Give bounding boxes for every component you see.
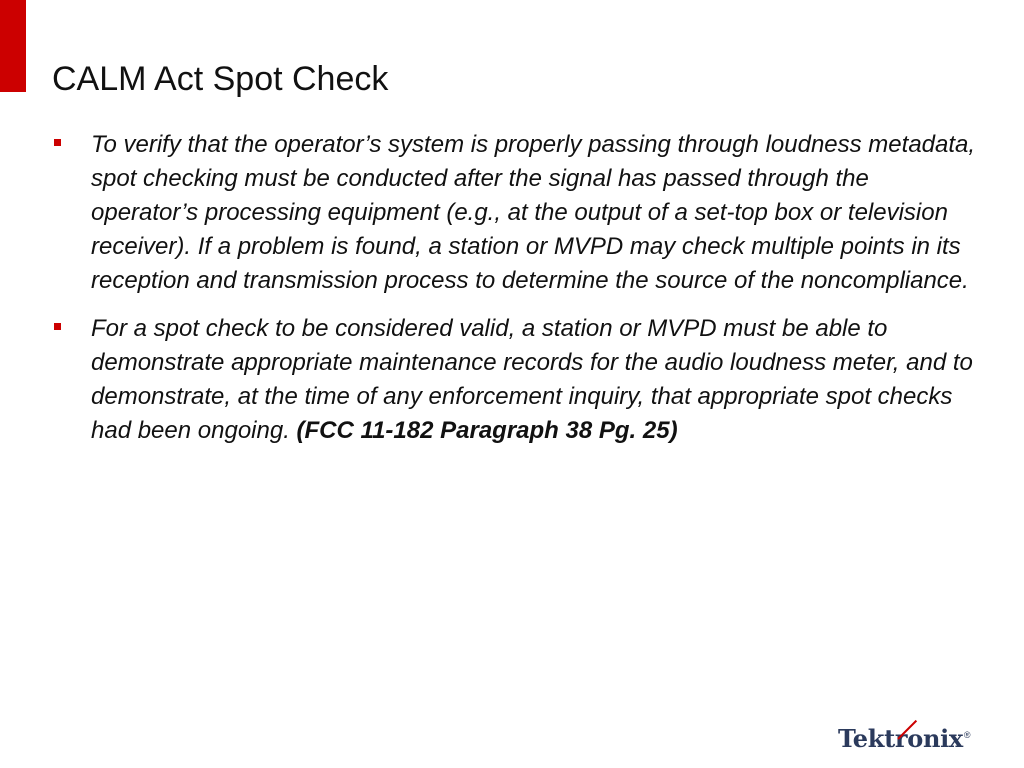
bullet-square-icon (54, 139, 61, 146)
bullet-text: To verify that the operator’s system is properly passing through loudness metadata, spot checking must be conducted after the signal has passed through the operator’s processing equipment (e.g., at the output of a set-top box or television receiver). If a problem is found, a station or MVPD may check multiple points in its reception and transmission process to determine the source of the noncompliance. (91, 131, 976, 294)
title-accent-bar (0, 0, 26, 92)
bullet-text: For a spot check to be considered valid, a station or MVPD must be able to demonstrate appropriate maintenance records for the audio loudness meter, and to demonstrate, at the time of any enforcement inquiry, that appropriate spot checks had been ongoing. (91, 315, 973, 444)
bullet-square-icon (54, 323, 61, 330)
bullet-item (52, 312, 982, 448)
slide-title: CALM Act Spot Check (52, 60, 389, 98)
logo-wordmark: Tektronix (838, 724, 963, 753)
bullet-citation: (FCC 11-182 Paragraph 38 Pg. 25) (296, 417, 678, 444)
registered-mark: ® (963, 730, 971, 740)
tektronix-logo (838, 722, 971, 756)
bullet-item (52, 128, 982, 298)
bullet-list (52, 128, 982, 462)
